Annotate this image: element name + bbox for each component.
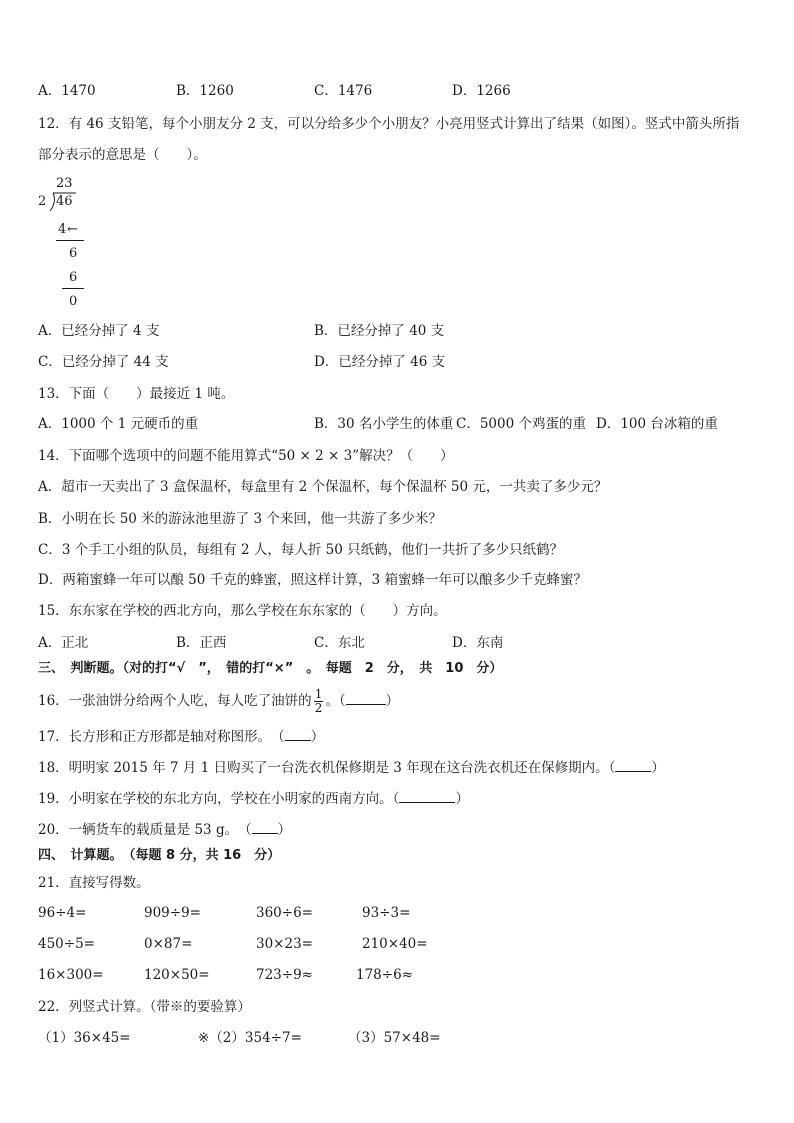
q13-stem: 13．下面（ ）最接近 1 吨。 bbox=[38, 386, 235, 402]
q12-option-b: B．已经分掉了 40 支 bbox=[314, 323, 445, 339]
q21-stem: 21．直接写得数。 bbox=[38, 875, 150, 891]
q21-r3-c3: 723÷9≈ bbox=[256, 967, 313, 983]
q19-text: 19．小明家在学校的东北方向，学校在小明家的西南方向。（ bbox=[38, 791, 400, 807]
q20 bbox=[38, 820, 291, 840]
q16-paren-close: ） bbox=[385, 693, 400, 709]
q20-text: 20．一辆货车的载质量是 53 g。 （ bbox=[38, 822, 252, 838]
q21-r1-c4: 93÷3= bbox=[362, 905, 411, 921]
q15-option-a: A．正北 bbox=[38, 635, 89, 651]
q21-r1-c3: 360÷6= bbox=[256, 905, 313, 921]
q12-stem-line2: 部分表示的意思是（ ）。 bbox=[38, 147, 207, 163]
q11-option-a: A．1470 bbox=[38, 83, 96, 99]
q17-text: 17．长方形和正方形都是轴对称图形。 （ bbox=[38, 729, 285, 745]
q12-option-a: A．已经分掉了 4 支 bbox=[38, 323, 160, 339]
q21-r3-c4: 178÷6≈ bbox=[356, 967, 413, 983]
q17-answer-blank[interactable] bbox=[285, 728, 311, 741]
q16-text: 16．一张油饼分给两个人吃，每人吃了油饼的 bbox=[38, 693, 312, 709]
division-step1: 4 bbox=[58, 222, 67, 237]
q20-paren-close: ） bbox=[277, 822, 292, 838]
q22-item-3: （3）57×48= bbox=[348, 1030, 441, 1046]
division-rule-2 bbox=[62, 288, 84, 289]
fraction-denominator: 2 bbox=[314, 701, 323, 715]
division-divisor: 2 bbox=[38, 194, 47, 209]
q16 bbox=[38, 688, 399, 715]
fraction-one-half bbox=[314, 688, 324, 715]
section-4-heading: 四、 计算题。 （每题 8 分，共 16 分） bbox=[38, 848, 281, 863]
q21-r2-c2: 0×87= bbox=[144, 936, 193, 952]
q19-answer-blank[interactable] bbox=[399, 790, 455, 803]
q18-paren-close: ） bbox=[651, 760, 665, 776]
q15-option-c: C．东北 bbox=[314, 635, 365, 651]
fraction-numerator: 1 bbox=[314, 687, 323, 701]
q14-option-c: C．3 个手工小组的队员，每组有 2 人，每人折 50 只纸鹤，他们一共折了多少只纸鹤？ bbox=[38, 542, 564, 558]
q21-r3-c2: 120×50= bbox=[144, 967, 210, 983]
division-step3: 6 bbox=[69, 270, 78, 285]
long-division-figure bbox=[36, 172, 106, 312]
q14-option-a: A．超市一天卖出了 3 盒保温杯，每盒里有 2 个保温杯，每个保温杯 50 元，一共卖了多少元？ bbox=[38, 479, 608, 495]
q19-paren-close: ） bbox=[455, 791, 469, 807]
q13-option-a: A．1000 个 1 元硬币的重 bbox=[38, 416, 199, 432]
q11-option-c: C．1476 bbox=[314, 83, 373, 99]
q11-option-b: B．1260 bbox=[176, 83, 234, 99]
q12-option-c: C．已经分掉了 44 支 bbox=[38, 354, 169, 370]
q13-option-c: C．5000 个鸡蛋的重 bbox=[456, 416, 586, 432]
division-rule-1 bbox=[56, 240, 84, 241]
q22-stem: 22．列竖式计算。（带※的要验算） bbox=[38, 999, 251, 1015]
q11-option-d: D．1266 bbox=[452, 83, 511, 99]
q22-item-1: （1）36×45= bbox=[38, 1030, 131, 1046]
q16-answer-blank[interactable] bbox=[346, 692, 386, 705]
division-quotient: 23 bbox=[56, 176, 73, 191]
q15-stem: 15．东东家在学校的西北方向，那么学校在东东家的（ ）方向。 bbox=[38, 603, 447, 619]
q21-r3-c1: 16×300= bbox=[38, 967, 104, 983]
q13-option-d: D．100 台冰箱的重 bbox=[596, 416, 718, 432]
q17-paren-close: ） bbox=[310, 729, 325, 745]
q12-option-d: D．已经分掉了 46 支 bbox=[314, 354, 446, 370]
q15-option-d: D．东南 bbox=[452, 635, 504, 651]
q21-r2-c4: 210×40= bbox=[362, 936, 428, 952]
section-3-heading: 三、 判断题。（对的打“√ ”， 错的打“×” 。 每题 2 分， 共 10 分） bbox=[38, 661, 503, 676]
q18 bbox=[38, 758, 665, 778]
q16-paren-open: 。（ bbox=[325, 693, 346, 709]
q14-option-b: B．小明在长 50 米的游泳池里游了 3 个来回，他一共游了多少米？ bbox=[38, 511, 442, 527]
q14-option-d: D．两箱蜜蜂一年可以酿 50 千克的蜂蜜，照这样计算，3 箱蜜蜂一年可以酿多少千克蜂蜜？ bbox=[38, 572, 587, 588]
q21-r1-c2: 909÷9= bbox=[144, 905, 201, 921]
q21-r2-c3: 30×23= bbox=[256, 936, 313, 952]
q15-option-b: B．正西 bbox=[176, 635, 227, 651]
q13-option-b: B．30 名小学生的体重 bbox=[314, 416, 454, 432]
division-remainder: 0 bbox=[69, 294, 78, 309]
division-step2: 6 bbox=[69, 246, 78, 261]
q22-item-2: ※（2）354÷7= bbox=[198, 1030, 302, 1046]
q19 bbox=[38, 789, 469, 809]
q14-stem: 14．下面哪个选项中的问题不能用算式“50 × 2 × 3”解决？（ ） bbox=[38, 448, 454, 464]
q18-text: 18．明明家 2015 年 7 月 1 日购买了一台洗衣机保修期是 3 年现在这台洗衣机还在保修期内。（ bbox=[38, 760, 616, 776]
q20-answer-blank[interactable] bbox=[252, 821, 278, 834]
arrow-icon: ← bbox=[67, 222, 78, 237]
division-dividend: 46 bbox=[56, 194, 73, 209]
q17 bbox=[38, 727, 324, 747]
q18-answer-blank[interactable] bbox=[615, 759, 651, 772]
q21-r1-c1: 96÷4= bbox=[38, 905, 87, 921]
q21-r2-c1: 450÷5= bbox=[38, 936, 95, 952]
q12-stem-line1: 12．有 46 支铅笔，每个小朋友分 2 支，可以分给多少个小朋友？小亮用竖式计算出了结果（如图）。竖式中箭头所指 bbox=[38, 116, 740, 132]
